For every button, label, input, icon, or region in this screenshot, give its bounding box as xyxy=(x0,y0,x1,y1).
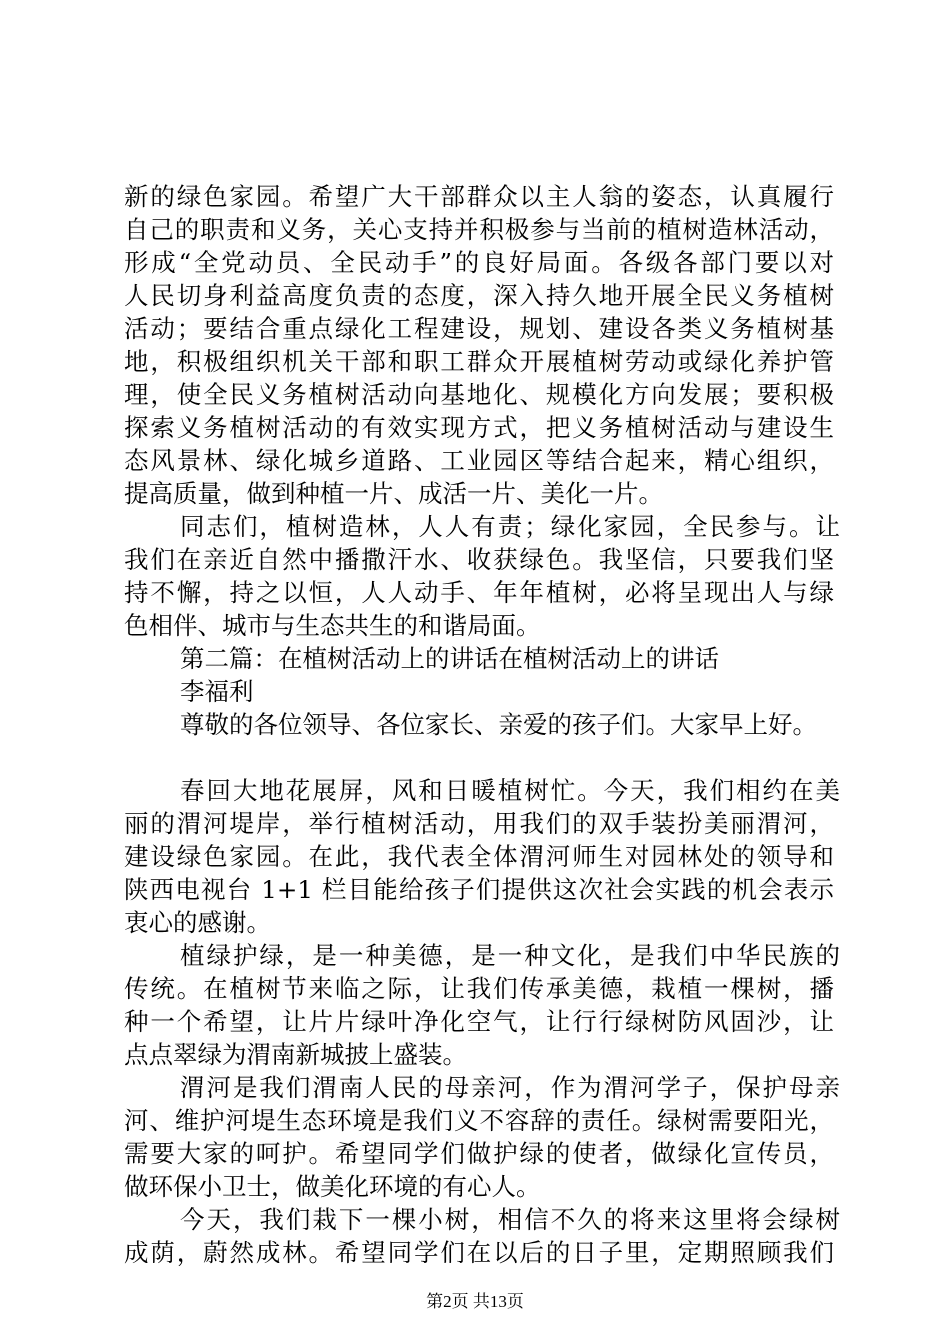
section-title: 第二篇：在植树活动上的讲话在植树活动上的讲话 xyxy=(180,644,719,673)
text-line: 探索义务植树活动的有效实现方式，把义务植树活动与建设生 xyxy=(124,413,834,442)
text-line: 色相伴、城市与生态共生的和谐局面。 xyxy=(124,611,541,640)
text-line: 陕西电视台 1+1 栏目能给孩子们提供这次社会实践的机会表示 xyxy=(124,875,834,904)
text-line: 自己的职责和义务，关心支持并积极参与当前的植树造林活动， xyxy=(124,215,834,244)
text-line: 持不懈，持之以恒，人人动手、年年植树，必将呈现出人与绿 xyxy=(124,578,834,607)
text-line: 理，使全民义务植树活动向基地化、规模化方向发展；要积极 xyxy=(124,380,834,409)
text-line: 今天，我们栽下一棵小树，相信不久的将来这里将会绿树 xyxy=(180,1205,840,1234)
text-line: 人民切身利益高度负责的态度，深入持久地开展全民义务植树 xyxy=(124,281,834,310)
text-line: 春回大地花展屏，风和日暖植树忙。今天，我们相约在美 xyxy=(180,776,840,805)
text-line: 建设绿色家园。在此，我代表全体渭河师生对园林处的领导和 xyxy=(124,842,834,871)
text-line: 活动；要结合重点绿化工程建设，规划、建设各类义务植树基 xyxy=(124,314,834,343)
text-line: 传统。在植树节来临之际，让我们传承美德，栽植一棵树，播 xyxy=(124,974,834,1003)
text-line: 我们在亲近自然中播撒汗水、收获绿色。我坚信，只要我们坚 xyxy=(124,545,834,574)
text-line: 河、维护河堤生态环境是我们义不容辞的责任。绿树需要阳光， xyxy=(124,1106,834,1135)
text-line: 渭河是我们渭南人民的母亲河，作为渭河学子，保护母亲 xyxy=(180,1073,840,1102)
text-line: 成荫，蔚然成林。希望同学们在以后的日子里，定期照顾我们 xyxy=(124,1238,834,1267)
text-line: 需要大家的呵护。希望同学们做护绿的使者，做绿化宣传员， xyxy=(124,1139,834,1168)
greeting-line: 尊敬的各位领导、各位家长、亲爱的孩子们。大家早上好。 xyxy=(180,710,817,739)
text-line: 点点翠绿为渭南新城披上盛装。 xyxy=(124,1040,467,1069)
page-number-footer: 第2页 共13页 xyxy=(426,1292,524,1311)
author-name: 李福利 xyxy=(180,677,254,706)
text-line: 态风景林、绿化城乡道路、工业园区等结合起来，精心组织， xyxy=(124,446,834,475)
text-line: 新的绿色家园。希望广大干部群众以主人翁的姿态，认真履行 xyxy=(124,182,834,211)
text-line: 提高质量，做到种植一片、成活一片、美化一片。 xyxy=(124,479,663,508)
text-line: 地，积极组织机关干部和职工群众开展植树劳动或绿化养护管 xyxy=(124,347,834,376)
text-line: 做环保小卫士，做美化环境的有心人。 xyxy=(124,1172,541,1201)
text-line: 衷心的感谢。 xyxy=(124,908,271,937)
text-line: 同志们，植树造林，人人有责；绿化家园，全民参与。让 xyxy=(180,512,840,541)
text-line: 形成“全党动员、全民动手”的良好局面。各级各部门要以对 xyxy=(124,248,834,277)
text-line: 种一个希望，让片片绿叶净化空气，让行行绿树防风固沙，让 xyxy=(124,1007,834,1036)
text-line: 植绿护绿，是一种美德，是一种文化，是我们中华民族的 xyxy=(180,941,840,970)
text-line: 丽的渭河堤岸，举行植树活动，用我们的双手装扮美丽渭河， xyxy=(124,809,834,838)
